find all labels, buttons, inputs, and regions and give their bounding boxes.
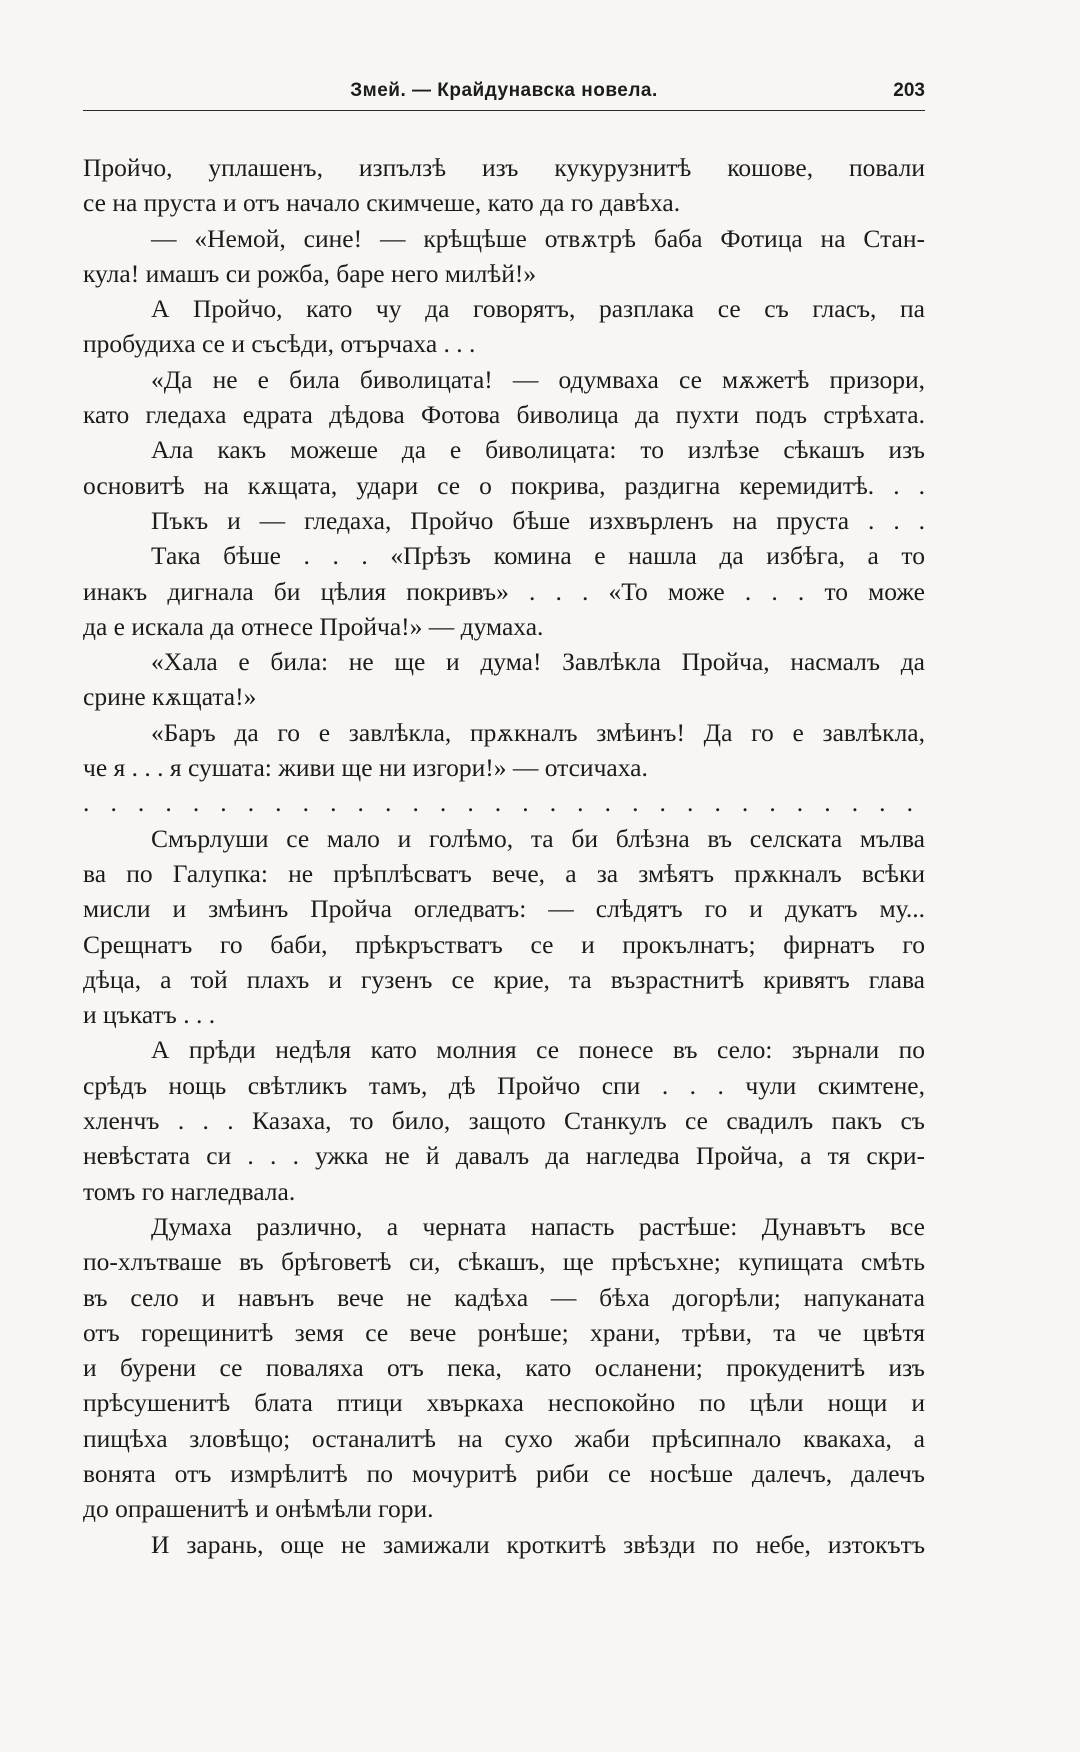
- text-line: инакъ дигнала би цѣлия покривъ» . . . «То може . . . то може: [83, 576, 925, 606]
- header-rule: [83, 110, 925, 111]
- text-line: дѣца, а той плахъ и гузенъ се крие, та възрастнитѣ кривятъ глава: [83, 964, 925, 994]
- text-line: «Баръ да го е завлѣкла, прѫкналъ змѣинъ! Да го е завлѣкла,: [151, 717, 925, 747]
- text-line: И зарань, още не замижали кроткитѣ звѣзди по небе, изтокътъ: [151, 1529, 925, 1559]
- text-line: пищѣха зловѣщо; останалитѣ на сухо жаби прѣсипнало квакаха, а: [83, 1423, 925, 1453]
- text-line: кула! имашъ си рожба, баре него милѣй!»: [83, 258, 537, 288]
- page-number: 203: [893, 80, 925, 101]
- text-line: Срещнатъ го баби, прѣкръстватъ се и прокълнатъ; фирнатъ го: [83, 929, 925, 959]
- text-line: — «Немой, сине! — крѣщѣше отвѫтрѣ баба Фотица на Стан-: [151, 223, 925, 253]
- text-line: Думаха различно, а черната напасть растѣше: Дунавътъ все: [151, 1211, 925, 1241]
- text-line: «Да не е била биволицата! — одумваха се мѫжетѣ призори,: [151, 364, 925, 394]
- text-line: невѣстата си . . . ужка не й давалъ да нагледва Пройча, а тя скри-: [83, 1141, 925, 1171]
- text-line: Пройчо, уплашенъ, изпълзѣ изъ кукурузнитѣ кошове, повали: [83, 153, 925, 182]
- text-line: «Хала е била: не ще и дума! Завлѣкла Пройча, насмалъ да: [151, 647, 925, 677]
- text-line: като гледаха едрата дѣдова Фотова биволица да пухти подъ стрѣхата.: [83, 400, 925, 430]
- text-line: прѣсушенитѣ блата птици хвъркаха неспокойно по цѣли нощи и: [83, 1388, 925, 1418]
- text-line: Пъкъ и — гледаха, Пройчо бѣше изхвърленъ на пруста . . .: [151, 505, 925, 535]
- text-line: ва по Галупка: не прѣплѣсватъ вече, а за змѣятъ прѫкналъ всѣки: [83, 858, 925, 888]
- running-title: Змей. — Крайдунавска новела.: [350, 80, 658, 101]
- text-line: А прѣди недѣля като молния се понесе въ село: зърнали по: [151, 1035, 925, 1065]
- text-line: пробудиха се и съсѣди, отърчаха . . .: [83, 329, 476, 359]
- text-line: А Пройчо, като чу да говорятъ, разплака се съ гласъ, па: [151, 294, 925, 324]
- dot-separator: . . . . . . . . . . . . . . . . . . . . . . . . . . . . . . .: [83, 788, 915, 818]
- text-line: хленчъ . . . Казаха, то било, защото Станкулъ се свадилъ пакъ съ: [83, 1106, 925, 1136]
- text-line: Така бѣше . . . «Прѣзъ комина е нашла да избѣга, а то: [151, 541, 925, 571]
- text-line: Смърлуши се мало и голѣмо, та би блѣзна въ селската мълва: [151, 823, 925, 853]
- text-line: въ село и навънъ вече не кадѣха — бѣха догорѣли; напуканата: [83, 1282, 925, 1312]
- text-line: томъ го нагледвала.: [83, 1176, 296, 1206]
- body-text: [83, 150, 925, 1562]
- text-line: основитѣ на кѫщата, удари се о покрива, раздигна керемидитѣ. . .: [83, 470, 925, 500]
- text-line: вонята отъ измрѣлитѣ по мочуритѣ риби се носѣше далечъ, далечъ: [83, 1458, 925, 1488]
- text-line: отъ горещинитѣ земя се вече ронѣше; храни, трѣви, та че цвѣтя: [83, 1317, 925, 1347]
- text-line: до опрашенитѣ и онѣмѣли гори.: [83, 1494, 434, 1524]
- text-line: Ала какъ можеше да е биволицата: то излѣзе сѣкашъ изъ: [151, 435, 925, 465]
- text-line: по-хлътваше въ брѣговетѣ си, сѣкашъ, ще прѣсъхне; купищата смѣть: [83, 1247, 925, 1277]
- text-line: и цъкатъ . . .: [83, 1000, 216, 1030]
- text-line: мисли и змѣинъ Пройча огледватъ: — слѣдятъ го и дукатъ му...: [83, 894, 925, 924]
- text-line: и бурени се поваляха отъ пека, като осланени; прокуденитѣ изъ: [83, 1353, 925, 1383]
- text-line: че я . . . я сушата: живи ще ни изгори!» — отсичаха.: [83, 753, 648, 783]
- page-header: [83, 76, 925, 116]
- text-line: да е искала да отнесе Пройча!» — думаха.: [83, 611, 544, 641]
- text-line: срине кѫщата!»: [83, 682, 257, 712]
- text-line: срѣдъ нощь свѣтликъ тамъ, дѣ Пройчо спи . . . чули скимтене,: [83, 1070, 925, 1100]
- text-line: се на пруста и отъ начало скимчеше, като да го давѣха.: [83, 188, 681, 218]
